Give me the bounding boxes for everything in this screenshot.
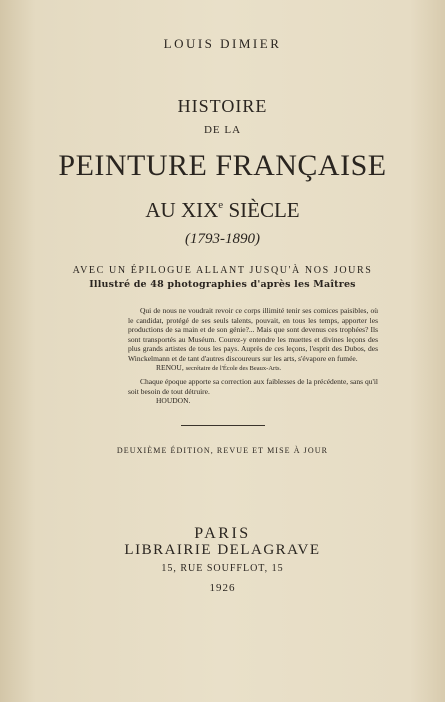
epigraph-houdon	[128, 377, 378, 406]
subtitle-epilogue: AVEC UN ÉPILOGUE ALLANT JUSQU'À NOS JOURS	[72, 265, 373, 276]
epigraph-renou-signature	[128, 363, 378, 374]
epigraph-houdon-text: Chaque époque apporte sa correction aux faiblesses de la précédente, sans qu'il soit besoin de tout détruire.	[128, 377, 378, 396]
author-name: LOUIS DIMIER	[163, 36, 282, 51]
title-siecle-end: SIÈCLE	[223, 198, 300, 222]
divider-rule	[181, 425, 265, 426]
publisher-city: PARIS	[194, 525, 251, 542]
epigraph-renou-text: Qui de nous ne voudrait revoir ce corps illimité tenir ses comices paisibles, où le candidat, protégé de ses seuls talents, pouvait, en tous les temps, apporter les productions de sa main et de son génie?... Mais que sont devenus ces trophées? Ils sont transportés au Muséum. Courez-y entendre les muettes et divines leçons des plus grands artistes de tous les pays. Auprès de ces leçons, l'esprit des Dubos, des Winckelmann et de tant d'autres discoureurs sur les arts, s'évapore en fumée.	[128, 306, 378, 363]
title-line-histoire: HISTOIRE	[177, 96, 268, 116]
subtitle-illustrations: Illustré de 48 photographies d'après les Maîtres	[89, 279, 356, 290]
publication-year: 1926	[209, 582, 236, 594]
publisher-name: LIBRAIRIE DELAGRAVE	[124, 542, 321, 558]
title-siecle-sup: e	[218, 199, 224, 211]
epigraph-renou-role: secrétaire de l'École des Beaux-Arts.	[185, 365, 282, 372]
title-dates: (1793-1890)	[185, 231, 260, 247]
title-line-peinture-francaise: PEINTURE FRANÇAISE	[58, 149, 387, 182]
epigraph-renou	[128, 306, 378, 374]
title-siecle-main: AU XIX	[145, 198, 219, 222]
epigraph-renou-name: RENOU,	[156, 363, 184, 372]
title-line-siecle	[0, 198, 445, 223]
title-line-de-la: DE LA	[203, 124, 242, 136]
edition-note: DEUXIÈME ÉDITION, REVUE ET MISE À JOUR	[116, 446, 329, 455]
publisher-address: 15, RUE SOUFFLOT, 15	[161, 563, 284, 574]
epigraph-houdon-signature: HOUDON.	[156, 396, 191, 405]
